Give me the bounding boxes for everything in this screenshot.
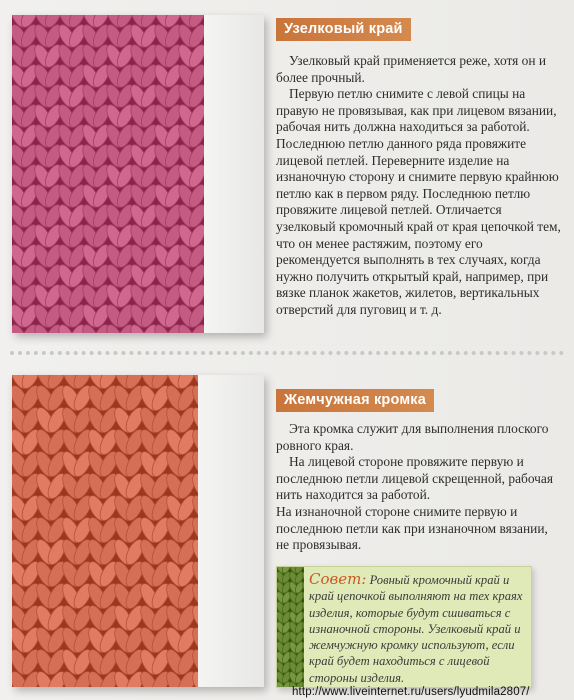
tip-box [276, 566, 532, 688]
paragraph: Эта кромка служит для выполнения плоского ровного края. [276, 421, 549, 453]
dotted-divider [10, 351, 564, 355]
white-backdrop [204, 15, 264, 333]
paragraph: На изнаночной стороне снимите первую и последнюю петли как при изнаночном вязании, не провязывая. [276, 503, 548, 553]
paragraph: Узелковый край применяется реже, хотя он и более прочный. [276, 53, 547, 85]
knitted-swatch-coral [12, 375, 198, 687]
section-text-knotted-edge [276, 53, 561, 319]
tip-text-block [309, 571, 525, 686]
section-heading-knotted-edge: Узелковый край [276, 18, 411, 41]
knitting-photo-pearl-edge [12, 375, 264, 687]
knit-pattern-strip [277, 567, 304, 687]
source-url-watermark: http://www.liveinternet.ru/users/lyudmila2807/ [292, 686, 530, 698]
paragraph: На лицевой стороне провяжите первую и последнюю петли лицевой скрещенной, рабочая нить находится за работой. [276, 454, 554, 503]
white-backdrop [198, 375, 264, 687]
section-text-pearl-edge [276, 421, 561, 554]
paragraph: Первую петлю снимите с левой спицы на правую не провязывая, как при лицевом вязании, рабочая нить должна находиться за работой. Последнюю петлю данного ряда провяжите лицевой петлей. Переверните изделие на изнаночную сторону и снимите первую крайнюю петлю как в первом ряду. Последнюю петлю провяжите лицевой петлей. Отличается узелковый кромочный край от края цепочкой тем, что он менее растяжим, поэтому его рекомендуется выполнять в тех случаях, когда нужно получить открытый край, например, при вязке планок жакетов, жилетов, вертикальных отверстий для пуговиц и т. д. [276, 86, 561, 317]
tip-text: Ровный кромочный край и край цепочкой выполняют на тех краях изделия, которые будут сшиваться с изнаночной стороны. Узелковый край и жемчужную кромку используют, если край будет находиться с лицевой стороны изделия. [309, 573, 523, 685]
tip-label: Совет: [309, 570, 367, 588]
knitted-swatch-pink [12, 15, 204, 333]
knitting-photo-knotted-edge [12, 15, 264, 333]
section-heading-pearl-edge: Жемчужная кромка [276, 389, 434, 412]
